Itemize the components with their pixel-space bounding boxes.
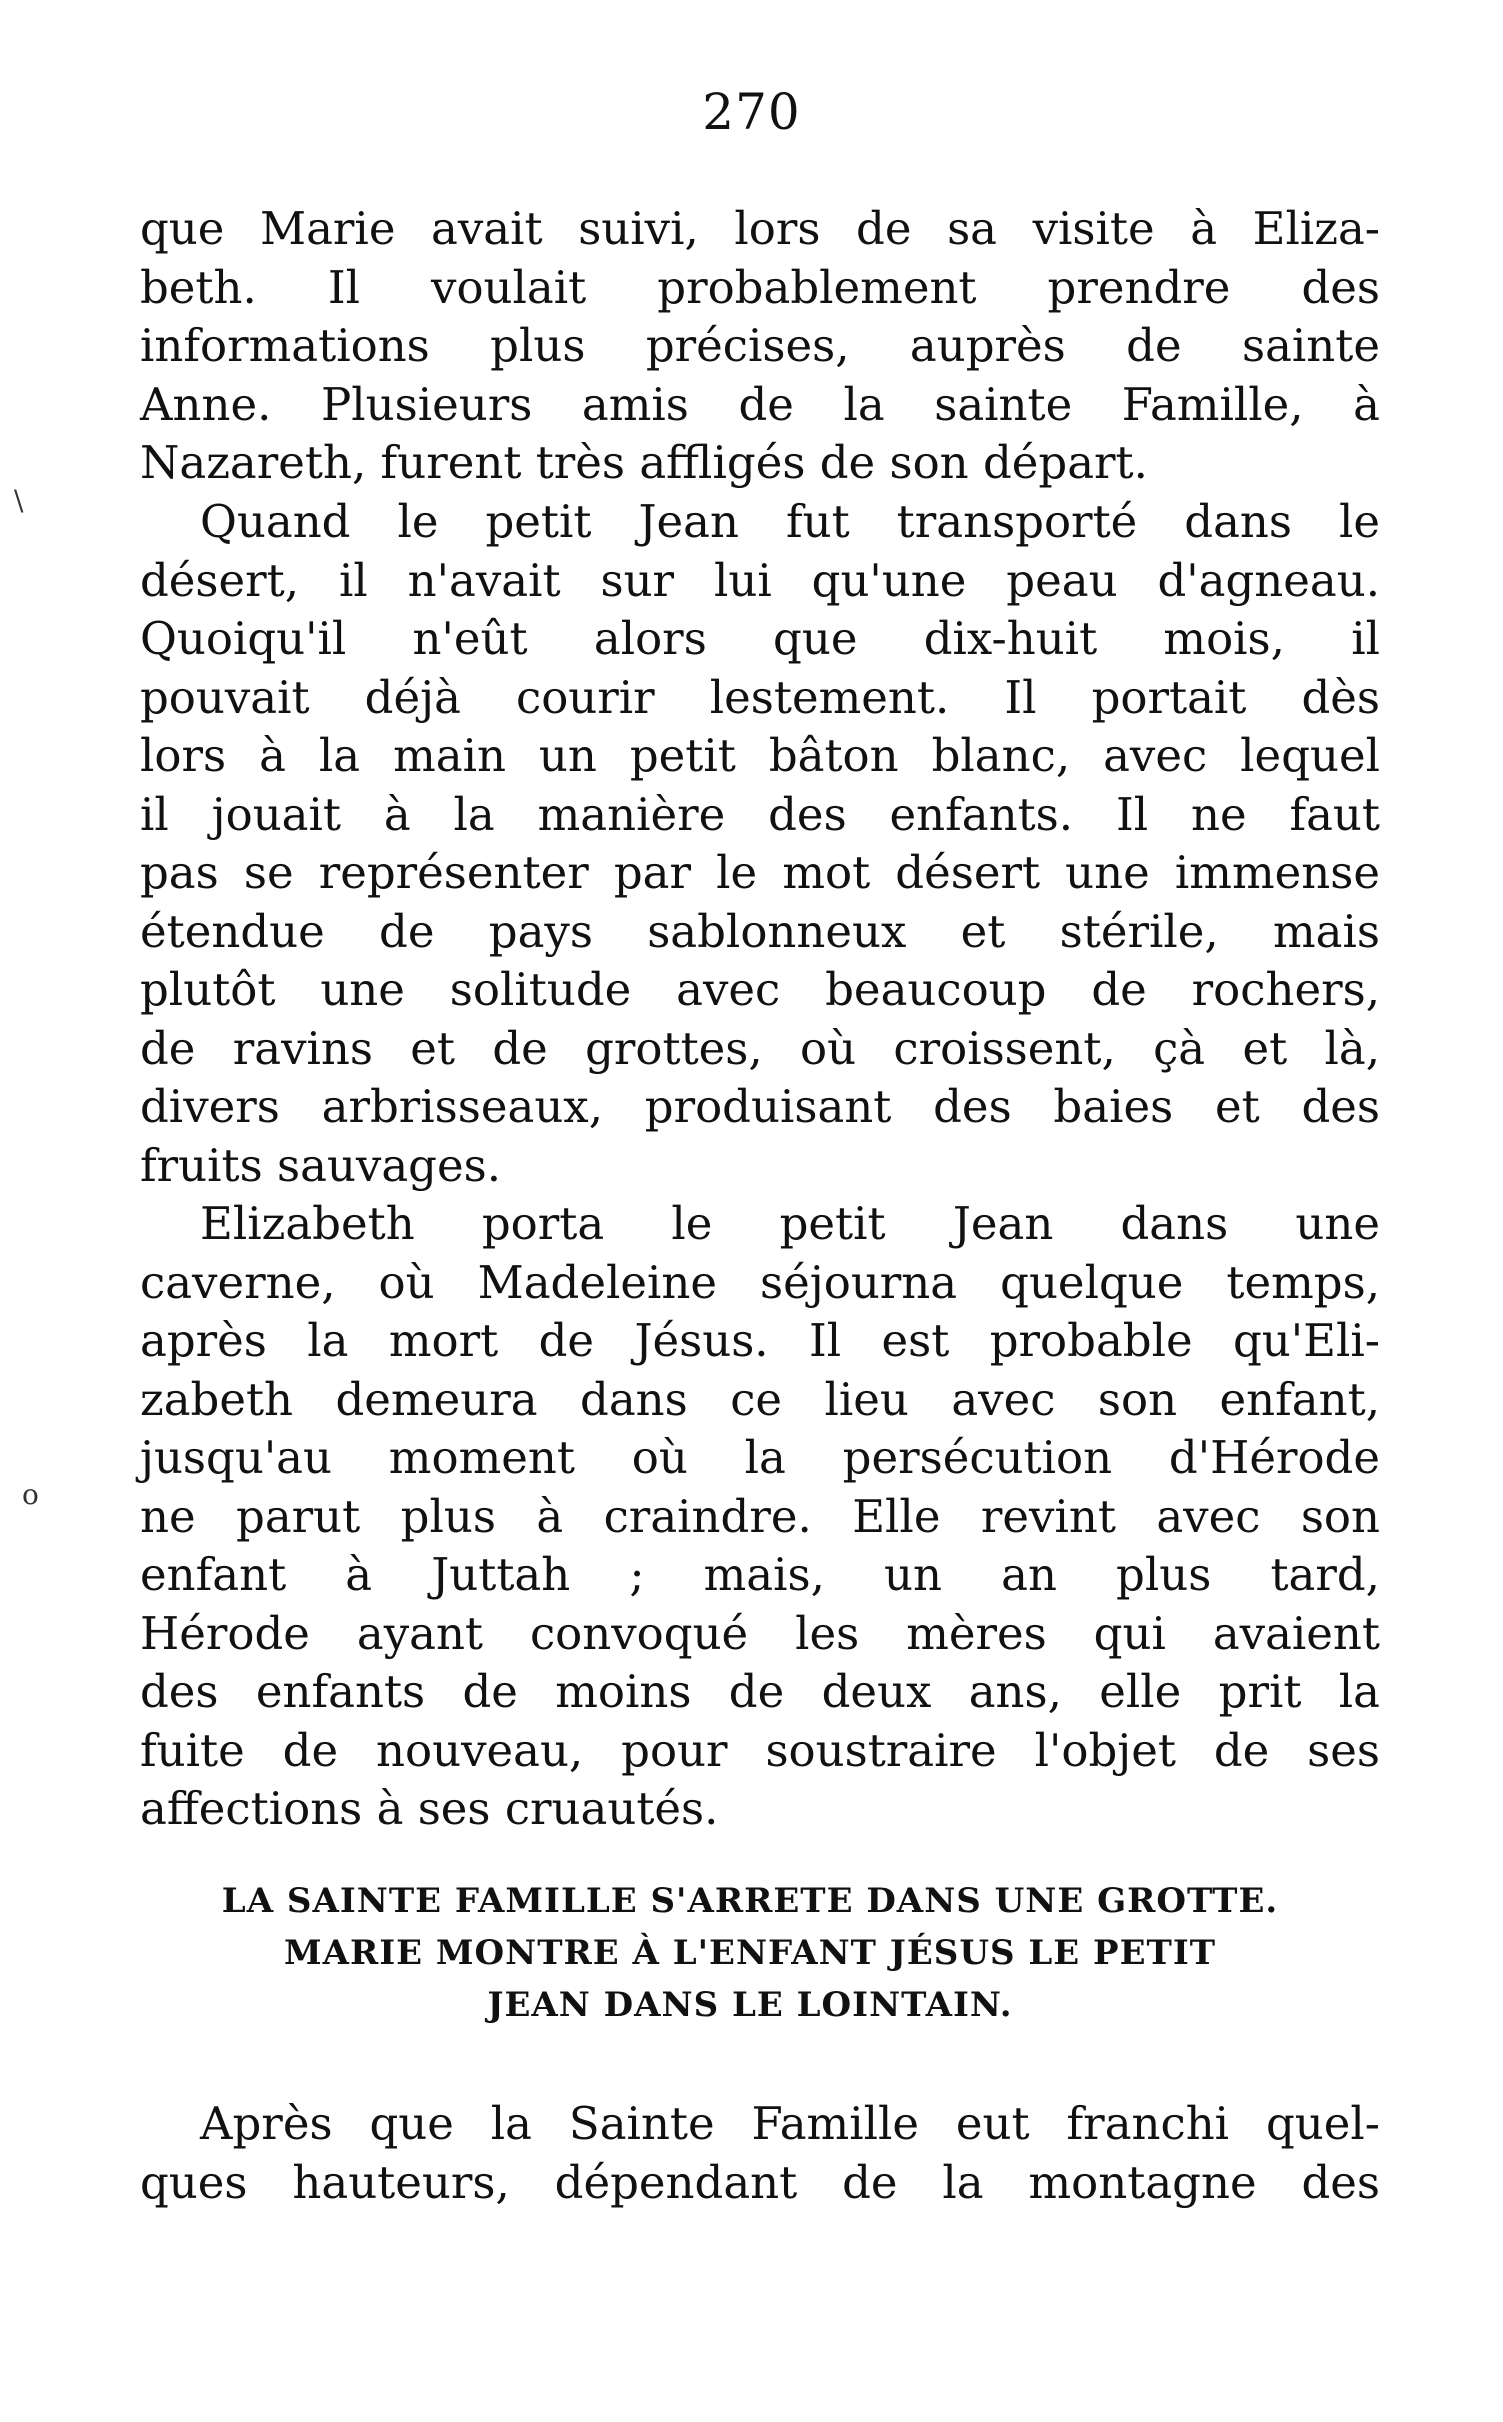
- margin-mark: \: [14, 484, 24, 517]
- text-line: jusqu'au moment où la persécution d'Hérode: [140, 1431, 1380, 1484]
- text-line: plutôt une solitude avec beaucoup de rochers,: [140, 963, 1380, 1016]
- text-line: lors à la main un petit bâton blanc, avec lequel: [140, 729, 1380, 782]
- text-line: étendue de pays sablonneux et stérile, mais: [140, 904, 1380, 958]
- paragraph-desert: [140, 493, 1380, 1195]
- text-line: de ravins et de grottes, où croissent, çà et là,: [140, 1021, 1380, 1075]
- text-line: des enfants de moins de deux ans, elle prit la: [140, 1665, 1380, 1718]
- text-line: Hérode ayant convoqué les mères qui avaient: [140, 1606, 1380, 1660]
- text-line: désert, il n'avait sur lui qu'une peau d'agneau.: [140, 553, 1380, 607]
- paragraph-elizabeth: [140, 1195, 1380, 1839]
- text-line: affections à ses cruautés.: [140, 1782, 719, 1835]
- paragraph-continuation: [140, 200, 1380, 493]
- text-line: Quand le petit Jean fut transporté dans le: [200, 495, 1380, 548]
- heading-line: MARIE MONTRE À L'ENFANT JÉSUS LE PETIT: [283, 1933, 1217, 1973]
- paragraph-holy-family: [140, 2095, 1380, 2212]
- text-line: fruits sauvages.: [140, 1138, 502, 1192]
- text-line: informations plus précises, auprès de sainte: [140, 319, 1380, 372]
- text-line: beth. Il voulait probablement prendre des: [140, 260, 1380, 314]
- heading-line: JEAN DANS LE LOINTAIN.: [487, 1985, 1013, 2025]
- text-line: Anne. Plusieurs amis de la sainte Famille, à: [140, 377, 1380, 431]
- margin-mark: o: [22, 1478, 39, 1511]
- text-line: caverne, où Madeleine séjourna quelque temps,: [140, 1255, 1380, 1309]
- text-line: pouvait déjà courir lestement. Il portait dès: [140, 670, 1380, 724]
- text-line: Après que la Sainte Famille eut franchi quel-: [200, 2097, 1380, 2150]
- heading-line: LA SAINTE FAMILLE S'ARRETE DANS UNE GROTTE.: [221, 1881, 1279, 1921]
- text-line: pas se représenter par le mot désert une immense: [140, 846, 1380, 899]
- text-line: Quoiqu'il n'eût alors que dix-huit mois, il: [140, 612, 1380, 665]
- text-line: zabeth demeura dans ce lieu avec son enfant,: [140, 1372, 1380, 1426]
- section-heading: [120, 1875, 1380, 2031]
- page-number: 270: [702, 83, 801, 141]
- text-line: il jouait à la manière des enfants. Il ne faut: [140, 787, 1380, 841]
- text-line: enfant à Juttah ; mais, un an plus tard,: [140, 1548, 1380, 1601]
- text-line: après la mort de Jésus. Il est probable qu'Eli-: [140, 1314, 1380, 1367]
- text-line: divers arbrisseaux, produisant des baies et des: [140, 1080, 1380, 1133]
- text-line: ne parut plus à craindre. Elle revint avec son: [140, 1489, 1380, 1543]
- text-line: que Marie avait suivi, lors de sa visite à Eliza-: [140, 202, 1380, 255]
- text-line: fuite de nouveau, pour soustraire l'objet de ses: [140, 1723, 1380, 1777]
- text-line: ques hauteurs, dépendant de la montagne des: [140, 2155, 1380, 2209]
- text-line: Elizabeth porta le petit Jean dans une: [200, 1197, 1380, 1250]
- text-line: Nazareth, furent très affligés de son départ.: [140, 436, 1148, 489]
